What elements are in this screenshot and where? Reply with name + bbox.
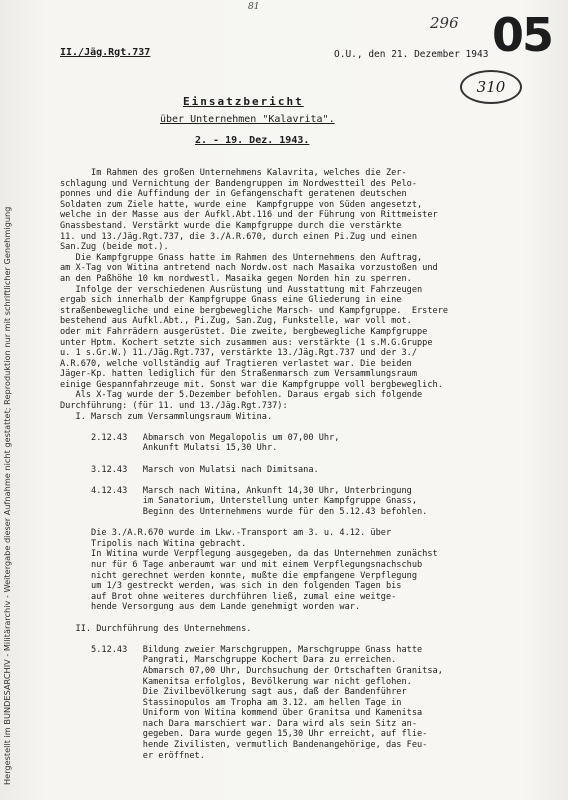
report-body — [60, 168, 560, 761]
body-line — [60, 454, 560, 465]
report-subtitle: über Unternehmen "Kalavrita". — [160, 114, 335, 125]
body-line: auf Brot ohne weiteres durchführen ließ, zumal eine weitge- — [60, 591, 397, 602]
body-line — [60, 422, 560, 433]
body-line: Abmarsch 07,00 Uhr, Durchsuchung der Ortschaften Granitsa, — [60, 665, 443, 676]
body-line: ergab sich innerhalb der Kampfgruppe Gnass eine Gliederung in eine — [60, 295, 402, 306]
body-line: am X-Tag von Witina antretend nach Nordw.ost nach Masaika vorzustoßen und — [60, 263, 438, 274]
body-line: unter Hptm. Kochert setzte sich zusammen aus: verstärkte (1 s.M.G.Gruppe — [60, 337, 433, 348]
body-line: Tripolis nach Witina gebracht. — [60, 538, 247, 549]
body-line: oder mit Fahrrädern ausgerüstet. Die zweite, bergbewegliche Kampfgruppe — [60, 326, 428, 337]
body-line: Stassinopulos am Tropha am 3.12. am hellen Tage in — [60, 697, 402, 708]
handwritten-mark-top: 81 — [248, 2, 260, 12]
body-line: Jäger-Kp. hatten lediglich für den Straßenmarsch zum Versammlungsraum — [60, 369, 417, 380]
body-line: nur für 6 Tage anberaumt war und mit einem Verpflegungsnachschub — [60, 559, 423, 570]
body-line: Gnassbestand. Verstärkt wurde die Kampfgruppe durch die verstärkte — [60, 220, 402, 231]
place-date: O.U., den 21. Dezember 1943 — [334, 49, 489, 60]
body-line: Pangrati, Marschgruppe Kochert Dara zu erreichen. — [60, 655, 397, 666]
body-line — [60, 634, 560, 645]
body-line: Die 3./A.R.670 wurde im Lkw.-Transport am 3. u. 4.12. über — [60, 528, 392, 539]
body-line: Im Rahmen des großen Unternehmens Kalavrita, welches die Zer- — [60, 168, 407, 178]
circled-number-stamp: 310 — [460, 70, 522, 104]
body-line: Ankunft Mulatsi 15,30 Uhr. — [60, 443, 278, 454]
report-date-range: 2. - 19. Dez. 1943. — [195, 135, 310, 146]
handwritten-page-number: 296 — [430, 14, 459, 32]
body-line — [60, 613, 560, 624]
body-line: straßenbewegliche und eine bergbewegliche Marsch- und Kampfgruppe. Erstere — [60, 305, 449, 316]
body-line — [60, 518, 560, 529]
body-line: San.Zug (beide mot.). — [60, 242, 169, 253]
body-line: im Sanatorium, Unterstellung unter Kampfgruppe Gnass, — [60, 496, 417, 507]
body-line: u. 1 s.Gr.W.) 11./Jäg.Rgt.737, verstärkte 13./Jäg.Rgt.737 und der 3./ — [60, 348, 417, 359]
unit-reference: II./Jäg.Rgt.737 — [60, 47, 151, 58]
body-line: 11. und 13./Jäg.Rgt.737, die 3./A.R.670, durch einen Pi.Zug und einen — [60, 231, 417, 242]
body-line: I. Marsch zum Versammlungsraum Witina. — [60, 411, 273, 422]
body-line: 2.12.43 Abmarsch von Megalopolis um 07,00 Uhr, — [60, 432, 340, 443]
body-line — [60, 475, 560, 486]
body-line: Beginn des Unternehmens wurde für den 5.12.43 befohlen. — [60, 507, 428, 517]
body-line: 5.12.43 Bildung zweier Marschgruppen, Marschgruppe Gnass hatte — [60, 644, 423, 655]
body-line: Als X-Tag wurde der 5.Dezember befohlen. Daraus ergab sich folgende — [60, 390, 423, 401]
body-line: 3.12.43 Marsch von Mulatsi nach Dimitsana. — [60, 464, 319, 475]
body-line: um 1/3 gestreckt werden, was sich in den folgenden Tagen bis — [60, 581, 402, 592]
body-line: schlagung und Vernichtung der Bandengruppen im Nordwestteil des Pelo- — [60, 178, 417, 189]
report-title: Einsatzbericht — [183, 95, 304, 108]
archive-number: 05 — [492, 8, 553, 62]
body-line: II. Durchführung des Unternehmens. — [60, 623, 252, 634]
body-line: Die Kampfgruppe Gnass hatte im Rahmen des Unternehmens den Auftrag, — [60, 252, 423, 263]
body-line: ponnes und die Auffindung der in Gefangenschaft geratenen deutschen — [60, 189, 407, 200]
body-line: nach Dara marschiert war. Dara wird als sein Sitz an- — [60, 718, 417, 729]
body-line: hende Zivilisten, vermutlich Bandenangehörige, das Feu- — [60, 740, 428, 751]
body-line: welche in der Masse aus der Aufkl.Abt.116 und der Führung von Rittmeister — [60, 210, 438, 221]
body-line: A.R.670, welche vollständig auf Tragtieren verlastet war. Die beiden — [60, 358, 412, 369]
body-line: Kamenitsa erfolglos, Bevölkerung war nicht geflohen. — [60, 676, 412, 687]
body-line: Infolge der verschiedenen Ausrüstung und Ausstattung mit Fahrzeugen — [60, 284, 423, 295]
body-line: gegeben. Dara wurde gegen 15,30 Uhr erreicht, auf flie- — [60, 729, 428, 740]
body-line: bestehend aus Aufkl.Abt., Pi.Zug, San.Zug, Funkstelle, war voll mot. — [60, 316, 412, 327]
body-line: In Witina wurde Verpflegung ausgegeben, da das Unternehmen zunächst — [60, 549, 438, 560]
body-line: Soldaten zum Ziele hatte, wurde eine Kampfgruppe von Süden angesetzt, — [60, 199, 423, 210]
body-line: er eröffnet. — [60, 750, 205, 761]
archive-margin-note: Hergestellt im BUNDESARCHIV - Militärarchiv - Weitergabe dieser Aufnahme nicht gestattet; Reproduktion nur mit schriftlicher Genehmigung — [2, 206, 12, 785]
body-line: Uniform von Witina kommend über Granitsa und Kamenitsa — [60, 708, 423, 719]
body-line: Die Zivilbevölkerung sagt aus, daß der Bandenführer — [60, 687, 407, 698]
body-line: nicht gerechnet werden konnte, mußte die empfangene Verpflegung — [60, 570, 417, 581]
body-line: einige Gespannfahrzeuge mit. Sonst war die Kampfgruppe voll bergbeweglich. — [60, 379, 443, 390]
body-line: hende Versorgung aus dem Lande genehmigt worden war. — [60, 602, 361, 613]
body-line: an den Paßhöhe 10 km nordwestl. Masaika gegen Norden hin zu sperren. — [60, 273, 412, 284]
body-line: Durchführung: (für 11. und 13./Jäg.Rgt.737): — [60, 401, 288, 412]
body-line: 4.12.43 Marsch nach Witina, Ankunft 14,30 Uhr, Unterbringung — [60, 485, 412, 496]
